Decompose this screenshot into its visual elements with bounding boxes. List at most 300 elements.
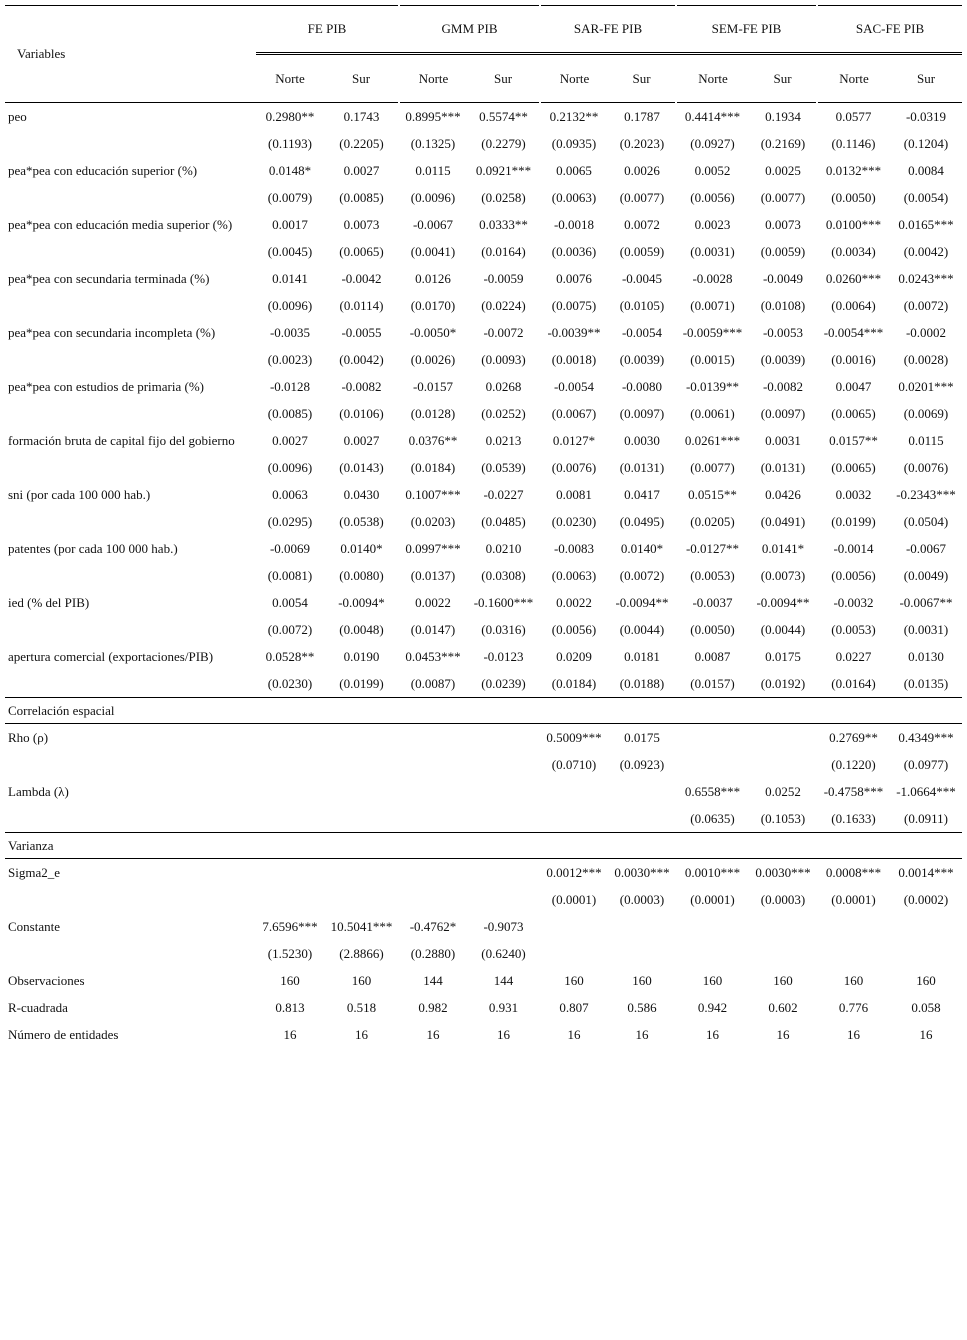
std-error-cell: (0.0131) [619,459,665,475]
variable-label: formación bruta de capital fijo del gobierno [8,432,235,448]
variable-label: peo [8,108,27,124]
stat-value: 160 [632,972,652,988]
std-error-cell: (0.0199) [831,513,876,529]
std-error-cell [256,751,324,778]
variable-label: apertura comercial (exportaciones/PIB) [8,648,214,664]
std-error-cell: (0.0050) [831,189,876,205]
coefficient-cell: -0.0072 [483,324,524,340]
coefficient-cell [676,913,749,940]
std-error-cell: (0.0001) [690,891,735,907]
coefficient-cell [399,778,467,805]
std-error-cell: (0.0147) [410,621,456,637]
coefficient-cell: -0.0082 [341,378,382,394]
std-error-cell: (0.0164) [817,670,890,698]
std-error-cell: (0.0059) [760,243,806,259]
coefficient-cell: 0.0227 [835,648,872,664]
variable-label: sni (por cada 100 000 hab.) [8,486,151,502]
coefficient-cell: 0.0453*** [405,648,461,664]
coefficient-cell: 0.0072 [624,216,660,232]
std-error-cell: (0.0026) [410,351,456,367]
coefficient-cell: -0.0069 [269,540,311,556]
stat-value: 160 [702,972,723,988]
group-header-gmm: GMM PIB [399,6,540,54]
std-error-cell: (0.6240) [481,945,526,961]
stat-value: 160 [564,972,584,988]
coefficient-cell: -0.0049 [762,270,804,286]
std-error-cell: (0.0042) [903,243,949,259]
std-error-cell: (0.0504) [903,513,949,529]
subcol-header: Sur [890,54,962,103]
table-row [5,427,962,454]
std-error-cell: (0.0053) [831,621,876,637]
coefficient-cell: 0.0032 [835,486,872,502]
table-row [5,724,962,752]
coefficient-cell [749,724,817,752]
empty-cell [5,292,256,319]
std-error-cell: (0.0061) [690,405,735,421]
std-error-cell [467,805,540,833]
variable-label: pea*pea con estudios de primaria (%) [8,378,205,394]
coefficient-cell: -0.0032 [833,594,874,610]
coefficient-cell: 0.0515** [688,486,737,502]
std-error-cell: (0.0205) [690,513,735,529]
coefficient-cell: 0.0181 [624,648,660,664]
stat-value: 16 [283,1026,297,1042]
section-row [5,833,962,859]
table-row [5,319,962,346]
std-error-cell: (0.0031) [690,243,735,259]
coefficient-cell: 0.0052 [694,162,731,178]
coefficient-cell [608,778,676,805]
coefficient-cell: 0.1934 [765,108,801,124]
std-error-cell [749,751,817,778]
variable-label: Sigma2_e [8,864,60,880]
table-row [5,994,962,1021]
subcol-header: Sur [608,54,676,103]
stat-value: 0.813 [275,999,305,1015]
std-error-cell [324,751,399,778]
std-error-cell [676,940,749,967]
std-error-cell: (0.0048) [339,621,384,637]
std-error-cell: (0.0072) [267,621,313,637]
coefficient-cell [256,724,324,752]
std-error-cell: (0.0230) [256,670,324,698]
std-error-cell: (0.0164) [481,243,526,259]
coefficient-cell: 0.1787 [624,108,660,124]
group-header-fe: FE PIB [256,6,399,54]
coefficient-cell: -0.0028 [692,270,733,286]
std-error-cell: (0.0097) [619,405,665,421]
coefficient-cell [749,913,817,940]
coefficient-cell: 0.0063 [272,486,308,502]
std-error-cell: (0.0053) [690,567,735,583]
coefficient-cell: 0.0126 [415,270,451,286]
std-error-cell: (0.0108) [760,297,806,313]
table-row [5,346,962,373]
coefficient-cell: -0.0080 [621,378,663,394]
table-row [5,778,962,805]
coefficient-cell [467,778,540,805]
stat-value: 160 [280,972,300,988]
coefficient-cell [324,859,399,887]
variable-label: Constante [8,918,60,934]
coefficient-cell: 0.0023 [694,216,731,232]
std-error-cell: (0.0184) [540,670,608,698]
std-error-cell [324,805,399,833]
std-error-cell: (0.0039) [619,351,665,367]
section-label-variance: Varianza [5,833,962,859]
table-row [5,589,962,616]
coefficient-cell: 0.0213 [485,432,522,448]
empty-cell [5,940,256,967]
std-error-cell: (0.0028) [903,351,949,367]
std-error-cell: (0.0495) [619,513,665,529]
std-error-cell: (0.0059) [619,243,665,259]
table-row [5,454,962,481]
coefficient-cell: -0.0014 [833,540,874,556]
coefficient-cell: -0.0067 [412,216,454,232]
empty-cell [5,400,256,427]
coefficient-cell: 0.0030*** [614,864,670,880]
std-error-cell: (0.0065) [339,243,384,259]
coefficient-cell: 0.0127* [552,432,596,448]
coefficient-cell: 0.0081 [556,486,592,502]
coefficient-cell: 0.0577 [835,108,872,124]
std-error-cell: (0.0016) [831,351,876,367]
coefficient-cell: 0.4349*** [898,729,954,745]
std-error-cell: (0.0230) [551,513,597,529]
coefficient-cell [399,859,467,887]
std-error-cell: (0.0079) [267,189,313,205]
variable-label: Rho (ρ) [8,729,49,745]
coefficient-cell: -0.0055 [341,324,382,340]
coefficient-cell: 0.0008*** [825,864,882,880]
coefficient-cell: 0.2980** [265,108,315,124]
coefficient-cell: 7.6596*** [262,918,318,934]
table-row [5,913,962,940]
coefficient-cell: 0.0022 [415,594,451,610]
std-error-cell: (0.0049) [903,567,949,583]
coefficient-cell: 10.5041*** [330,918,393,934]
std-error-cell [399,805,467,833]
coefficient-cell: 0.0243*** [898,270,954,286]
coefficient-cell: 0.0141* [761,540,805,556]
table-row [5,643,962,670]
coefficient-cell: 0.0012*** [546,864,602,880]
variables-header: Variables [5,6,256,103]
coefficient-cell: 0.0047 [835,378,872,394]
std-error-cell: (0.0308) [481,567,526,583]
stat-value: 160 [916,972,936,988]
std-error-cell: (0.0065) [831,405,876,421]
table-row [5,292,962,319]
coefficient-cell: -0.0094* [338,594,385,610]
std-error-cell: (0.1633) [817,805,890,833]
std-error-cell [676,751,749,778]
group-header-sac: SAC-FE PIB [817,6,962,54]
std-error-cell: (0.0710) [551,756,597,772]
coefficient-cell: 0.0010*** [684,864,741,880]
empty-cell [5,184,256,211]
std-error-cell: (0.0042) [339,351,384,367]
std-error-cell [256,886,324,913]
std-error-cell: (0.0065) [831,459,876,475]
variable-label: pea*pea con educación media superior (%) [8,216,233,232]
coefficient-cell: 0.0027 [272,432,308,448]
std-error-cell: (0.0087) [399,670,467,698]
std-error-cell [399,886,467,913]
coefficient-cell: -1.0664*** [896,783,956,799]
std-error-cell: (0.0073) [760,567,806,583]
stat-value: 0.807 [559,999,589,1015]
stat-value: 0.982 [418,999,448,1015]
coefficient-cell: 0.0140* [620,540,664,556]
std-error-cell: (0.0485) [481,513,526,529]
stat-value: 16 [706,1026,719,1042]
table-row [5,886,962,913]
std-error-cell [749,940,817,967]
std-error-cell: (0.0539) [481,459,526,475]
std-error-cell: (0.0063) [551,189,597,205]
coefficient-cell: 0.6558*** [684,783,741,799]
coefficient-cell [256,859,324,887]
coefficient-cell: 0.0130 [908,648,944,664]
coefficient-cell: 0.0027 [343,162,380,178]
std-error-cell: (0.0258) [481,189,526,205]
std-error-cell: (0.0044) [619,621,665,637]
std-error-cell: (0.0143) [339,459,384,475]
coefficient-cell: 0.0417 [624,486,660,502]
coefficient-cell: 0.0426 [765,486,801,502]
stat-label: Observaciones [8,972,85,988]
empty-cell [5,238,256,265]
group-header-sar: SAR-FE PIB [540,6,676,54]
coefficient-cell: -0.0067** [899,594,953,610]
coefficient-cell: 0.0157** [829,432,878,448]
section-row [5,698,962,724]
coefficient-cell: 0.0027 [343,432,380,448]
empty-cell [5,130,256,157]
coefficient-cell: 0.0022 [556,594,592,610]
coefficient-cell: 0.0030 [624,432,660,448]
stat-value: 0.776 [838,999,869,1015]
std-error-cell: (0.1220) [831,756,876,772]
std-error-cell: (0.0295) [267,513,313,529]
stat-value: 16 [776,1026,790,1042]
stat-value: 16 [497,1026,510,1042]
std-error-cell: (0.2023) [619,135,665,151]
table-row [5,481,962,508]
empty-cell [5,562,256,589]
std-error-cell: (0.0192) [749,670,817,698]
coefficient-cell: -0.0054*** [823,324,884,340]
subcol-header: Sur [324,54,399,103]
subcol-header: Norte [256,54,324,103]
std-error-cell: (0.0316) [481,621,526,637]
group-header-sem: SEM-FE PIB [676,6,817,54]
std-error-cell: (0.0635) [676,805,749,833]
coefficient-cell: -0.0059 [483,270,524,286]
std-error-cell: (0.0077) [690,459,735,475]
coefficient-cell: 0.0210 [485,540,522,556]
coefficient-cell [324,778,399,805]
std-error-cell: (0.0203) [410,513,456,529]
std-error-cell: (0.0044) [760,621,806,637]
std-error-cell: (0.0199) [324,670,399,698]
std-error-cell: (0.0064) [831,297,876,313]
stat-value: 144 [493,972,514,988]
coefficient-cell: 0.0190 [343,648,380,664]
stat-value: 0.942 [697,999,728,1015]
stat-value: 0.931 [488,999,519,1015]
std-error-cell: (0.0063) [551,567,597,583]
table-row [5,265,962,292]
std-error-cell: (0.0081) [267,567,313,583]
coefficient-cell: 0.0073 [765,216,801,232]
table-row [5,157,962,184]
std-error-cell [608,805,676,833]
empty-cell [5,346,256,373]
std-error-cell: (0.0080) [339,567,384,583]
coefficient-cell: 0.0141 [272,270,308,286]
coefficient-cell: -0.0037 [692,594,733,610]
std-error-cell: (0.0096) [267,459,313,475]
coefficient-cell: 0.0333** [479,216,528,232]
std-error-cell [324,886,399,913]
std-error-cell: (0.0106) [339,405,384,421]
coefficient-cell: -0.0053 [762,324,804,340]
subcol-header: Sur [467,54,540,103]
std-error-cell: (0.0015) [690,351,735,367]
coefficient-cell: 0.0148* [268,162,312,178]
subcol-header: Norte [676,54,749,103]
std-error-cell: (0.0977) [903,756,949,772]
coefficient-cell: -0.0067 [905,540,947,556]
coefficient-cell: 0.8995*** [405,108,461,124]
coefficient-cell: 0.0132*** [825,162,882,178]
coefficient-cell: 0.2769** [829,729,878,745]
std-error-cell: (0.2169) [760,135,806,151]
coefficient-cell: -0.0227 [483,486,524,502]
regression-table-container [5,5,962,1048]
std-error-cell: (0.1053) [749,805,817,833]
coefficient-cell: 0.0030*** [755,864,811,880]
coefficient-cell [467,859,540,887]
std-error-cell: (0.1146) [831,135,876,151]
variable-label: ied (% del PIB) [8,594,90,610]
stat-value: 144 [423,972,443,988]
coefficient-cell: 0.0031 [765,432,801,448]
coefficient-cell: -0.2343*** [896,486,956,502]
coefficient-cell: 0.0252 [765,783,801,799]
coefficient-cell: -0.0045 [621,270,663,286]
std-error-cell: (0.0039) [760,351,806,367]
coefficient-cell: 0.0268 [485,378,522,394]
std-error-cell: (0.0056) [831,567,876,583]
table-row [5,1021,962,1048]
std-error-cell: (0.2279) [481,135,526,151]
coefficient-cell: -0.0157 [412,378,454,394]
table-row [5,238,962,265]
table-row [5,562,962,589]
coefficient-cell: 0.0201*** [898,378,954,394]
std-error-cell: (0.0927) [690,135,735,151]
coefficient-cell: 0.5574** [479,108,528,124]
coefficient-cell: 0.0175 [765,648,801,664]
coefficient-cell: 0.0087 [694,648,731,664]
stat-value: 160 [773,972,793,988]
std-error-cell: (0.0054) [903,189,949,205]
std-error-cell: (0.0096) [267,297,313,313]
table-row [5,805,962,833]
coefficient-cell [399,724,467,752]
coefficient-cell: -0.9073 [483,918,524,934]
stat-value: 16 [567,1026,581,1042]
coefficient-cell: -0.0319 [905,108,947,124]
table-row [5,535,962,562]
table-row [5,373,962,400]
coefficient-cell [890,913,962,940]
std-error-cell [467,751,540,778]
coefficient-cell: 0.1007*** [405,486,461,502]
table-row [5,130,962,157]
coefficient-cell: 0.0025 [765,162,801,178]
coefficient-cell [540,913,608,940]
std-error-cell: (0.0075) [551,297,597,313]
stat-value: 0.518 [346,999,377,1015]
coefficient-cell: 0.2132** [549,108,599,124]
subcol-header: Sur [749,54,817,103]
coefficient-cell [608,913,676,940]
coefficient-cell: 0.0165*** [898,216,954,232]
std-error-cell [817,940,890,967]
std-error-cell: (0.0135) [890,670,962,698]
std-error-cell: (0.0105) [619,297,665,313]
table-row [5,508,962,535]
table-row [5,211,962,238]
std-error-cell: (0.0056) [551,621,597,637]
std-error-cell: (0.2205) [339,135,384,151]
empty-cell [5,508,256,535]
stat-value: 16 [847,1026,860,1042]
stat-value: 0.586 [627,999,657,1015]
variable-label: pea*pea con secundaria incompleta (%) [8,324,216,340]
std-error-cell [608,940,676,967]
std-error-cell: (0.0184) [410,459,456,475]
coefficient-cell: 0.0100*** [825,216,882,232]
std-error-cell: (0.0252) [481,405,526,421]
coefficient-cell: 0.0209 [556,648,592,664]
table-row [5,967,962,994]
std-error-cell: (0.0096) [410,189,456,205]
coefficient-cell: 0.0997*** [405,540,461,556]
empty-cell [5,886,256,913]
coefficient-cell: -0.0018 [553,216,595,232]
subcol-header: Norte [817,54,890,103]
std-error-cell: (0.0076) [551,459,597,475]
subcol-header: Norte [540,54,608,103]
stat-value: 16 [355,1026,368,1042]
variable-label: patentes (por cada 100 000 hab.) [8,540,178,556]
coefficient-cell: 0.0260*** [825,270,882,286]
coefficient-cell [676,724,749,752]
stat-value: 0.058 [911,999,941,1015]
coefficient-cell: 0.1743 [343,108,380,124]
std-error-cell: (0.0131) [760,459,806,475]
std-error-cell [540,805,608,833]
coefficient-cell: 0.4414*** [684,108,741,124]
coefficient-cell: -0.0094** [756,594,810,610]
